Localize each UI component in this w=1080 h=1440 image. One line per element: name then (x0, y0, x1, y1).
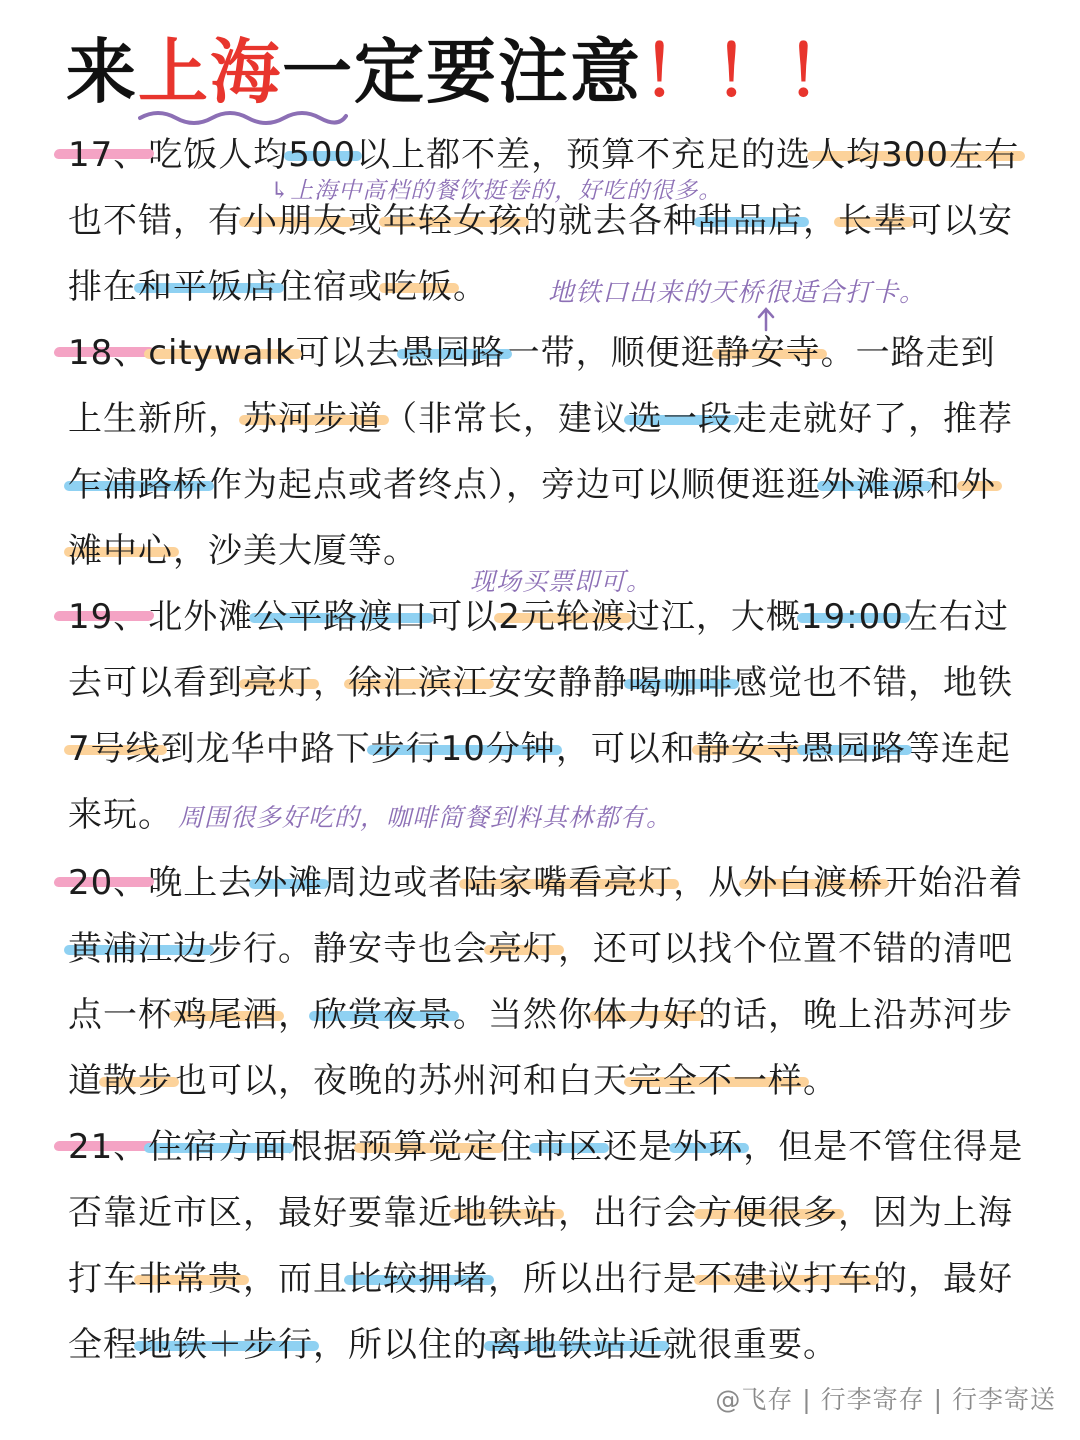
text-run: 的就去各种 (523, 201, 698, 241)
text-run: ，还可以找个位置不错的清吧 (558, 929, 1013, 969)
text-run: 左右过 (903, 597, 1009, 637)
highlight-orange: 人均300左右 (811, 135, 1020, 175)
text-run: 开始沿着 (883, 863, 1024, 903)
text-run: ， (803, 201, 838, 241)
text-run: 感觉也不错，地铁 (733, 663, 1013, 703)
highlight-blue: 欣赏夜景 (313, 995, 453, 1035)
text-run: 可以安 (908, 201, 1013, 241)
highlight-orange: 年轻女孩 (383, 201, 523, 241)
tip-number: 20、 (68, 863, 149, 903)
text-run: 道 (68, 1061, 103, 1101)
text-run: 就很重要。 (663, 1325, 838, 1365)
text-run: 来玩。 (68, 795, 173, 835)
text-run: ，可以和 (555, 729, 696, 769)
tip-19-line-2 (68, 650, 1028, 716)
highlight-orange: citywalk (148, 333, 296, 373)
watermark: @飞存 | 行李寄存 | 行李寄送 (715, 1385, 1056, 1414)
text-run: ， (278, 995, 313, 1035)
highlight-blue: 市区 (533, 1127, 604, 1167)
tip-18 (68, 320, 1028, 584)
handwritten-note: 地铁口出来的天桥很适合打卡。 (548, 278, 927, 308)
highlight-orange: 预算觉定 (358, 1127, 499, 1167)
highlight-orange: 体力好 (593, 995, 698, 1035)
tip-20-line-2 (68, 916, 1028, 982)
text-run: 去可以看到 (68, 663, 243, 703)
tip-21-line-3 (68, 1246, 1028, 1312)
highlight-orange: 鸡尾酒 (173, 995, 278, 1035)
tip-20 (68, 850, 1028, 1114)
tip-20-line-1 (68, 850, 1028, 916)
tip-20-line-3 (68, 982, 1028, 1048)
highlight-orange: 长辈 (838, 201, 908, 241)
highlight-orange: 滩中心 (68, 531, 173, 571)
highlight-orange: 地铁站 (453, 1193, 558, 1233)
text-run: ，但是不管住得是 (743, 1127, 1024, 1167)
highlight-orange: 7号线 (68, 729, 161, 769)
highlight-blue: 选一段 (628, 399, 733, 439)
highlight-blue: 公平路渡口 (253, 597, 429, 637)
text-run: ，所以出行是 (488, 1259, 698, 1299)
text-run: 根据 (288, 1127, 359, 1167)
text-run: ，所以住的 (313, 1325, 488, 1365)
text-run: 也不错，有 (68, 201, 243, 241)
text-run: 沙美大厦 (208, 531, 348, 571)
highlight-orange: 苏河步道 (243, 399, 383, 439)
title-part-4: ！！！ (642, 31, 858, 113)
highlight-blue: 外环 (673, 1127, 744, 1167)
text-run: ， (173, 531, 208, 571)
highlight-blue: 愚园路 (400, 333, 506, 373)
text-run: 。 (803, 1061, 838, 1101)
text-run: 。当然你 (453, 995, 593, 1035)
highlight-orange: 非常贵 (138, 1259, 243, 1299)
highlight-orange: 陆家嘴看亮灯 (463, 863, 674, 903)
highlight-blue: 住宿方面 (148, 1127, 289, 1167)
highlight-blue: 外滩 (253, 863, 324, 903)
highlight-blue: 步行10分钟 (370, 729, 556, 769)
text-run: ， (313, 663, 348, 703)
text-run: 上生新所， (68, 399, 243, 439)
tip-21-line-2 (68, 1180, 1028, 1246)
highlight-orange: 2元轮渡 (498, 597, 626, 637)
text-run: 和 (926, 465, 961, 505)
text-run: （非常长，建议 (383, 399, 628, 439)
highlight-blue: 地铁＋步行 (138, 1325, 313, 1365)
text-run: 或 (348, 201, 383, 241)
text-run: 点一杯 (68, 995, 173, 1035)
text-run: 北外滩 (148, 597, 254, 637)
highlight-orange: 静安寺 (715, 333, 821, 373)
highlight-blue: 黄浦江边 (68, 929, 208, 969)
tip-19-line-3 (68, 716, 1028, 782)
text-run: 一带，顺便逛 (505, 333, 716, 373)
tip-number: 18、 (68, 333, 149, 373)
text-run: 的话，晚上沿苏河步 (698, 995, 1013, 1035)
text-run: 。一路走到 (820, 333, 996, 373)
text-run: 吃饭人均 (148, 135, 289, 175)
tip-18-line-2 (68, 386, 1028, 452)
highlight-blue: 喝咖啡 (628, 663, 733, 703)
tip-18-line-3 (68, 452, 1028, 518)
highlight-orange: 完全不一样 (628, 1061, 803, 1101)
highlight-blue: 外滩源 (821, 465, 926, 505)
highlight-orange: 方便很多 (698, 1193, 838, 1233)
text-run: 排在 (68, 267, 138, 307)
text-run: 过江，大概 (625, 597, 801, 637)
title-part-1: 来 (66, 31, 138, 113)
highlight-orange: 亮灯 (243, 663, 313, 703)
text-run: 的，最好 (873, 1259, 1013, 1299)
text-run: 打车 (68, 1259, 138, 1299)
tip-21-line-1 (68, 1114, 1028, 1180)
handwritten-note: 周围很多好吃的，咖啡简餐到料其林都有。 (178, 803, 673, 832)
highlight-blue: 和平饭店 (138, 267, 278, 307)
text-run: 步行。静安寺也会 (208, 929, 488, 969)
highlight-orange: 吃饭 (383, 267, 453, 307)
text-run: 还是 (603, 1127, 674, 1167)
text-run: 住 (498, 1127, 534, 1167)
page-title (66, 22, 858, 122)
tip-20-line-4 (68, 1048, 1028, 1114)
highlight-blue: 19:00 (800, 597, 904, 637)
text-run: 作为起点或者终点），旁边可以顺便逛逛 (208, 465, 821, 505)
text-run: 走走就好了，推荐 (733, 399, 1013, 439)
tip-number: 17、 (68, 135, 149, 175)
highlight-orange: 小朋友 (243, 201, 348, 241)
text-run: ，出行会 (558, 1193, 698, 1233)
text-run: 等。 (348, 531, 418, 571)
tip-21 (68, 1114, 1028, 1378)
text-run: 晚上去 (148, 863, 254, 903)
tip-number: 21、 (68, 1127, 149, 1167)
highlight-blue: 离地铁站近 (488, 1325, 663, 1365)
text-run: 以上都不差，预算不充足的选 (356, 135, 812, 175)
text-run: 。 (453, 267, 488, 307)
highlight-orange: 静安寺 (695, 729, 801, 769)
text-run: 否靠近市区，最好要靠近 (68, 1193, 453, 1233)
handwritten-note: ↳上海中高档的餐饮挺卷的，好吃的很多。 (270, 178, 723, 204)
arrow-up-icon (756, 306, 776, 332)
highlight-orange: 不建议打车 (698, 1259, 873, 1299)
title-part-2: 上海 (138, 31, 282, 113)
text-run: 周边或者 (323, 863, 464, 903)
highlight-orange: 散步 (103, 1061, 173, 1101)
highlight-blue: 比较拥堵 (348, 1259, 488, 1299)
highlight-blue: 500 (288, 135, 357, 175)
text-run: ，而且 (243, 1259, 348, 1299)
text-run: 全程 (68, 1325, 138, 1365)
text-run: 可以去 (295, 333, 401, 373)
tip-18-line-1 (68, 320, 1028, 386)
text-run: ，因为上海 (838, 1193, 1013, 1233)
highlight-orange: 外白渡桥 (743, 863, 884, 903)
text-run: 安安静静 (488, 663, 628, 703)
highlight-orange: 亮灯 (488, 929, 558, 969)
title-part-3: 一定要注意 (282, 31, 642, 113)
highlight-blue: 乍浦路桥 (68, 465, 208, 505)
text-run: 等连起 (905, 729, 1011, 769)
text-run: ，从 (673, 863, 744, 903)
handwritten-note: 现场买票即可。 (470, 567, 653, 596)
tip-21-line-4 (68, 1312, 1028, 1378)
highlight-blue: 愚园路 (800, 729, 906, 769)
highlight-blue: 甜品店 (698, 201, 803, 241)
text-run: 到龙华中路下 (160, 729, 371, 769)
text-run: 住宿或 (278, 267, 383, 307)
highlight-orange: 徐汇滨江 (348, 663, 488, 703)
tip-number: 19、 (68, 597, 149, 637)
text-run: 也可以，夜晚的苏州河和白天 (173, 1061, 628, 1101)
highlight-orange: 外 (961, 465, 996, 505)
text-run: 可以 (428, 597, 499, 637)
